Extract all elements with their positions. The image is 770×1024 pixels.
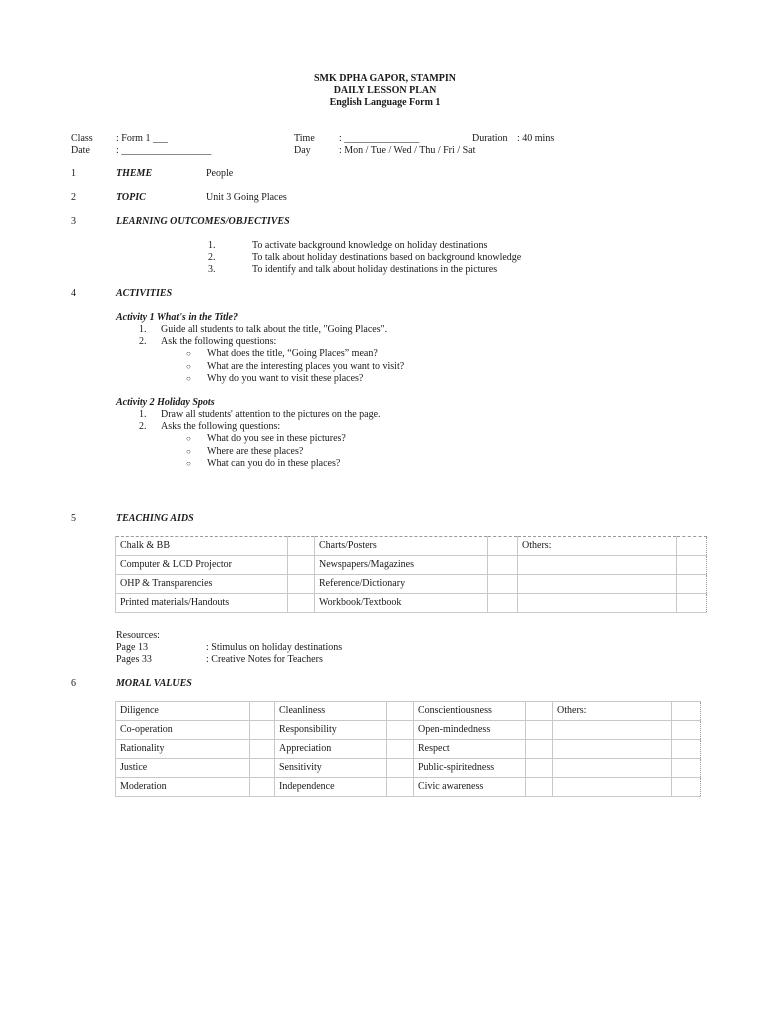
question-item: What does the title, “Going Places” mean? bbox=[207, 348, 378, 359]
aid-item: Workbook/Textbook bbox=[315, 594, 488, 613]
moral-values-heading: MORAL VALUES bbox=[116, 678, 192, 689]
teaching-aids-heading: TEACHING AIDS bbox=[116, 513, 194, 524]
value-item: Sensitivity bbox=[275, 759, 387, 778]
circle-bullet-icon: ○ bbox=[186, 349, 191, 358]
table-row bbox=[116, 537, 707, 556]
value-checkbox[interactable] bbox=[250, 721, 275, 740]
question-item: Why do you want to visit these places? bbox=[207, 373, 364, 384]
subject-title: English Language Form 1 bbox=[329, 97, 441, 108]
section-6-number: 6 bbox=[71, 678, 76, 689]
value-item: Civic awareness bbox=[414, 778, 526, 797]
objective-number: 3. bbox=[208, 264, 216, 275]
aid-checkbox[interactable] bbox=[288, 537, 315, 556]
aid-item: Printed materials/Handouts bbox=[116, 594, 288, 613]
step-number: 2. bbox=[139, 421, 147, 432]
time-label: Time bbox=[294, 133, 315, 144]
section-3-number: 3 bbox=[71, 216, 76, 227]
value-checkbox[interactable] bbox=[387, 702, 414, 721]
value-checkbox[interactable] bbox=[672, 702, 701, 721]
question-item: What are the interesting places you want to visit? bbox=[207, 361, 405, 372]
moral-values-table bbox=[115, 701, 701, 797]
value-checkbox[interactable] bbox=[526, 759, 553, 778]
aid-item: Computer & LCD Projector bbox=[116, 556, 288, 575]
aid-checkbox[interactable] bbox=[288, 594, 315, 613]
topic-heading: TOPIC bbox=[116, 192, 146, 203]
value-item: Cleanliness bbox=[275, 702, 387, 721]
table-row bbox=[116, 740, 701, 759]
resource-page: Pages 33 bbox=[116, 654, 152, 665]
value-item: Appreciation bbox=[275, 740, 387, 759]
aid-item bbox=[518, 556, 677, 575]
question-item: What do you see in these pictures? bbox=[207, 433, 346, 444]
aid-checkbox[interactable] bbox=[488, 556, 518, 575]
value-checkbox[interactable] bbox=[526, 702, 553, 721]
topic-value: Unit 3 Going Places bbox=[206, 192, 287, 203]
circle-bullet-icon: ○ bbox=[186, 447, 191, 456]
aid-item: Chalk & BB bbox=[116, 537, 288, 556]
day-value: : Mon / Tue / Wed / Thu / Fri / Sat bbox=[339, 145, 476, 156]
value-item: Public-spiritedness bbox=[414, 759, 526, 778]
value-item: Diligence bbox=[116, 702, 250, 721]
table-row bbox=[116, 721, 701, 740]
value-item: Responsibility bbox=[275, 721, 387, 740]
table-row bbox=[116, 594, 707, 613]
step-number: 2. bbox=[139, 336, 147, 347]
plan-title: DAILY LESSON PLAN bbox=[333, 85, 437, 96]
day-label: Day bbox=[294, 145, 311, 156]
value-item: Independence bbox=[275, 778, 387, 797]
aid-checkbox[interactable] bbox=[488, 594, 518, 613]
value-item: Open-mindedness bbox=[414, 721, 526, 740]
value-checkbox[interactable] bbox=[250, 778, 275, 797]
activity-2-title: Activity 2 Holiday Spots bbox=[116, 397, 215, 408]
value-checkbox[interactable] bbox=[250, 702, 275, 721]
step-number: 1. bbox=[139, 324, 147, 335]
value-checkbox[interactable] bbox=[526, 778, 553, 797]
activity-1-title: Activity 1 What's in the Title? bbox=[116, 312, 238, 323]
activity-1-step: Guide all students to talk about the title, "Going Places". bbox=[161, 324, 388, 335]
aid-checkbox[interactable] bbox=[677, 575, 707, 594]
aid-item: Reference/Dictionary bbox=[315, 575, 488, 594]
value-item: Co-operation bbox=[116, 721, 250, 740]
aid-checkbox[interactable] bbox=[677, 537, 707, 556]
objective-number: 2. bbox=[208, 252, 216, 263]
aid-item bbox=[518, 594, 677, 613]
section-4-number: 4 bbox=[71, 288, 76, 299]
circle-bullet-icon: ○ bbox=[186, 362, 191, 371]
objective-text: To identify and talk about holiday destinations in the pictures bbox=[252, 264, 498, 275]
aid-checkbox[interactable] bbox=[677, 594, 707, 613]
value-item: Rationality bbox=[116, 740, 250, 759]
resource-description: : Creative Notes for Teachers bbox=[206, 654, 323, 665]
aid-checkbox[interactable] bbox=[677, 556, 707, 575]
value-item: Respect bbox=[414, 740, 526, 759]
duration-value: : 40 mins bbox=[517, 133, 555, 144]
theme-heading: THEME bbox=[116, 168, 153, 179]
question-item: What can you do in these places? bbox=[207, 458, 341, 469]
aid-checkbox[interactable] bbox=[288, 575, 315, 594]
resource-page: Page 13 bbox=[116, 642, 148, 653]
value-checkbox[interactable] bbox=[672, 740, 701, 759]
objective-number: 1. bbox=[208, 240, 216, 251]
value-checkbox[interactable] bbox=[526, 721, 553, 740]
aid-item: Others: bbox=[518, 537, 677, 556]
value-item: Conscientiousness bbox=[414, 702, 526, 721]
section-1-number: 1 bbox=[71, 168, 76, 179]
date-label: Date bbox=[71, 145, 90, 156]
value-item bbox=[553, 778, 672, 797]
date-value: : __________________ bbox=[116, 145, 212, 156]
activity-2-step: Draw all students' attention to the pictures on the page. bbox=[161, 409, 381, 420]
duration-label: Duration bbox=[472, 133, 508, 144]
aid-checkbox[interactable] bbox=[288, 556, 315, 575]
table-row bbox=[116, 556, 707, 575]
value-checkbox[interactable] bbox=[387, 778, 414, 797]
table-row bbox=[116, 759, 701, 778]
teaching-aids-table bbox=[115, 536, 707, 613]
value-checkbox[interactable] bbox=[672, 778, 701, 797]
section-5-number: 5 bbox=[71, 513, 76, 524]
resource-description: : Stimulus on holiday destinations bbox=[206, 642, 343, 653]
value-checkbox[interactable] bbox=[250, 740, 275, 759]
section-2-number: 2 bbox=[71, 192, 76, 203]
value-checkbox[interactable] bbox=[672, 721, 701, 740]
activity-1-step: Ask the following questions: bbox=[161, 336, 277, 347]
table-row bbox=[116, 575, 707, 594]
value-checkbox[interactable] bbox=[387, 759, 414, 778]
circle-bullet-icon: ○ bbox=[186, 434, 191, 443]
aid-item: Charts/Posters bbox=[315, 537, 488, 556]
step-number: 1. bbox=[139, 409, 147, 420]
value-item: Justice bbox=[116, 759, 250, 778]
time-value: : _______________ bbox=[339, 133, 420, 144]
circle-bullet-icon: ○ bbox=[186, 374, 191, 383]
objective-text: To activate background knowledge on holiday destinations bbox=[252, 240, 488, 251]
theme-value: People bbox=[206, 168, 234, 179]
objectives-heading: LEARNING OUTCOMES/OBJECTIVES bbox=[116, 216, 290, 227]
value-checkbox[interactable] bbox=[387, 740, 414, 759]
value-item: Others: bbox=[553, 702, 672, 721]
resources-label: Resources: bbox=[116, 630, 160, 641]
aid-checkbox[interactable] bbox=[488, 575, 518, 594]
value-checkbox[interactable] bbox=[672, 759, 701, 778]
class-value: : Form 1 ___ bbox=[116, 133, 168, 144]
table-row bbox=[116, 778, 701, 797]
activity-2-step: Asks the following questions: bbox=[161, 421, 281, 432]
value-checkbox[interactable] bbox=[387, 721, 414, 740]
table-row bbox=[116, 702, 701, 721]
aid-item: OHP & Transparencies bbox=[116, 575, 288, 594]
value-item bbox=[553, 759, 672, 778]
value-item bbox=[553, 740, 672, 759]
value-item bbox=[553, 721, 672, 740]
school-name: SMK DPHA GAPOR, STAMPIN bbox=[313, 73, 457, 84]
aid-item: Newspapers/Magazines bbox=[315, 556, 488, 575]
value-item: Moderation bbox=[116, 778, 250, 797]
aid-checkbox[interactable] bbox=[488, 537, 518, 556]
value-checkbox[interactable] bbox=[250, 759, 275, 778]
value-checkbox[interactable] bbox=[526, 740, 553, 759]
aid-item bbox=[518, 575, 677, 594]
class-label: Class bbox=[71, 133, 93, 144]
circle-bullet-icon: ○ bbox=[186, 459, 191, 468]
objective-text: To talk about holiday destinations based on background knowledge bbox=[252, 252, 522, 263]
activities-heading: ACTIVITIES bbox=[116, 288, 173, 299]
question-item: Where are these places? bbox=[207, 446, 304, 457]
